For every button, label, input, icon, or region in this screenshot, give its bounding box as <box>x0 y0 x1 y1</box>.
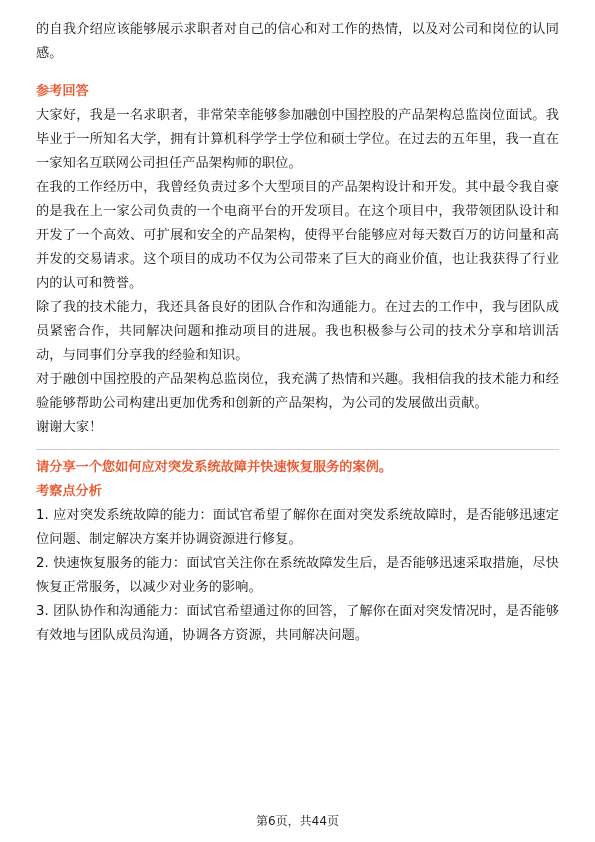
analysis-item: 2. 快速恢复服务的能力：面试官关注你在系统故障发生后，是否能够迅速采取措施，尽快恢复正常服务，以减少对业务的影响。 <box>36 556 559 595</box>
question-title: 请分享一个您如何应对突发系统故障并快速恢复服务的案例。 <box>36 460 393 475</box>
answer-closing: 谢谢大家！ <box>36 420 103 435</box>
analysis-heading: 考察点分析 <box>36 484 102 499</box>
answer-paragraph: 在我的工作经历中，我曾经负责过多个大型项目的产品架构设计和开发。其中最令我自豪的是我在上一家公司负责的一个电商平台的开发项目。在这个项目中，我带领团队设计和开发了一个高效、可扩展和安全的产品架构，使得平台能够应对每天数百万的访问量和高并发的交易请求。这个项目的成功不仅为公司带来了巨大的商业价值，也让我获得了行业内的认可和赞誉。 <box>36 180 559 291</box>
page-number: 第6页，共44页 <box>256 814 339 828</box>
page-content <box>36 18 559 648</box>
analysis-item: 1. 应对突发系统故障的能力：面试官希望了解你在面对突发系统故障时，是否能够迅速定位问题、制定解决方案并协调资源进行修复。 <box>36 508 559 547</box>
section-divider <box>36 449 559 450</box>
answer-paragraph: 对于融创中国控股的产品架构总监岗位，我充满了热情和兴趣。我相信我的技术能力和经验能够帮助公司构建出更加优秀和创新的产品架构，为公司的发展做出贡献。 <box>36 372 559 411</box>
answer-paragraph: 大家好，我是一名求职者，非常荣幸能够参加融创中国控股的产品架构总监岗位面试。我毕业于一所知名大学，拥有计算机科学学士学位和硕士学位。在过去的五年里，我一直在一家知名互联网公司担任产品架构师的职位。 <box>36 108 559 171</box>
answer-heading: 参考回答 <box>36 84 89 99</box>
spacer <box>36 66 559 80</box>
answer-paragraph: 除了我的技术能力，我还具备良好的团队合作和沟通能力。在过去的工作中，我与团队成员紧密合作，共同解决问题和推动项目的进展。我也积极参与公司的技术分享和培训活动，与同事们分享我的经验和知识。 <box>36 300 559 363</box>
intro-continuation: 的自我介绍应该能够展示求职者对自己的信心和对工作的热情，以及对公司和岗位的认同感。 <box>36 22 559 61</box>
analysis-item: 3. 团队协作和沟通能力：面试官希望通过你的回答，了解你在面对突发情况时，是否能够有效地与团队成员沟通，协调各方资源，共同解决问题。 <box>36 604 559 643</box>
